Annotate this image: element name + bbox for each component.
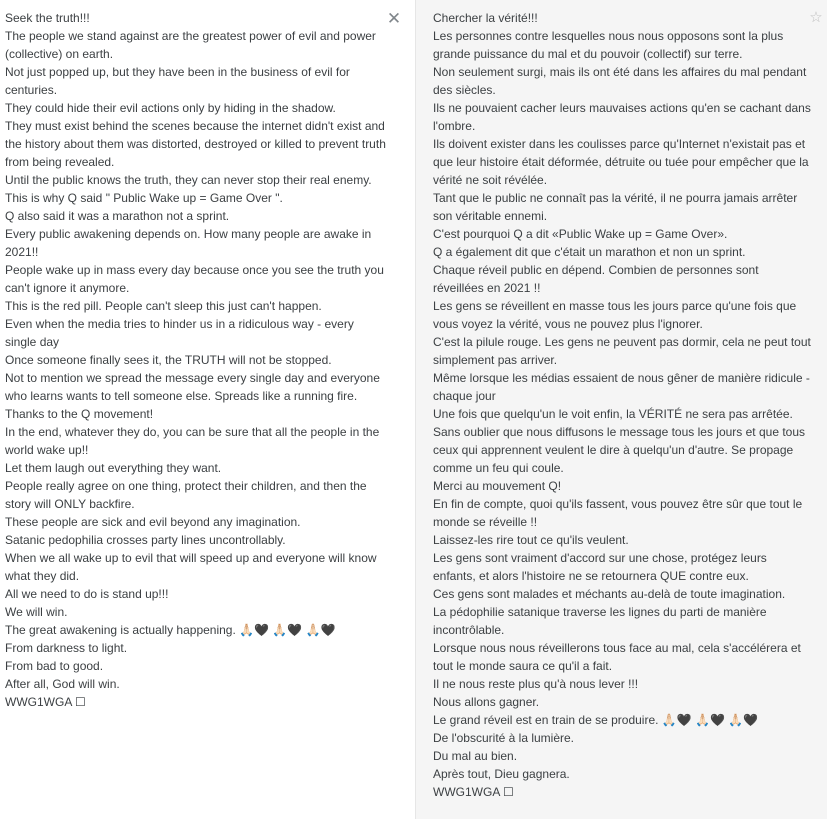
source-text-line: When we all wake up to evil that will speed up and everyone will know what they did.: [5, 551, 377, 583]
source-text-line: Until the public knows the truth, they can never stop their real enemy.: [5, 173, 372, 187]
source-text-area[interactable]: [5, 9, 387, 711]
translation-text-line: Merci au mouvement Q!: [433, 479, 562, 493]
translation-text-area: [433, 9, 811, 801]
source-text-line: WWG1WGA ☐: [5, 695, 86, 709]
source-text-line: Seek the truth!!!: [5, 11, 90, 25]
translation-text-line: WWG1WGA ☐: [433, 785, 514, 799]
translation-text-line: Les gens se réveillent en masse tous les jours parce qu'une fois que vous voyez la vérité, vous ne pouvez plus l'ignorer.: [433, 299, 797, 331]
translation-text-line: Il ne nous reste plus qu'à nous lever !!!: [433, 677, 639, 691]
translation-text-line: Laissez-les rire tout ce qu'ils veulent.: [433, 533, 629, 547]
source-text-line: People wake up in mass every day because once you see the truth you can't ignore it anymore.: [5, 263, 384, 295]
translation-text-line: Chercher la vérité!!!: [433, 11, 538, 25]
translation-pane: [415, 0, 827, 819]
translation-text-line: C'est pourquoi Q a dit «Public Wake up = Game Over».: [433, 227, 728, 241]
source-text-line: This is the red pill. People can't sleep this just can't happen.: [5, 299, 322, 313]
translation-text-line: Ces gens sont malades et méchants au-delà de toute imagination.: [433, 587, 786, 601]
source-text-line: Not to mention we spread the message every single day and everyone who learns wants to tell someone else. Spreads like a running fire.: [5, 371, 380, 403]
translation-text-line: Les personnes contre lesquelles nous nous opposons sont la plus grande puissance du mal et du pouvoir (collectif) sur terre.: [433, 29, 784, 61]
source-text-line: Every public awakening depends on. How many people are awake in 2021!!: [5, 227, 372, 259]
translation-text-line: La pédophilie satanique traverse les lignes du parti de manière incontrôlable.: [433, 605, 767, 637]
translation-text-line: Q a également dit que c'était un marathon et non un sprint.: [433, 245, 746, 259]
source-text-line: From bad to good.: [5, 659, 104, 673]
translation-text-line: Le grand réveil est en train de se produire. 🙏🏻🖤 🙏🏻🖤 🙏🏻🖤: [433, 713, 759, 727]
source-text-line: These people are sick and evil beyond any imagination.: [5, 515, 301, 529]
source-text-line: They could hide their evil actions only by hiding in the shadow.: [5, 101, 336, 115]
translation-text-line: Ils doivent exister dans les coulisses parce qu'Internet n'existait pas et que leur histoire était déformée, détruite ou tuée pour empêcher que la vérité ne soit révélée.: [433, 137, 809, 187]
source-text-line: Even when the media tries to hinder us in a ridiculous way - every single day: [5, 317, 354, 349]
translation-text-line: Chaque réveil public en dépend. Combien de personnes sont réveillées en 2021 !!: [433, 263, 759, 295]
translation-text-line: Sans oublier que nous diffusons le message tous les jours et que tous ceux qui apprennent veulent le dire à quelqu'un d'autre. Se propage comme un feu qui coule.: [433, 425, 806, 475]
translation-text-line: C'est la pilule rouge. Les gens ne peuvent pas dormir, cela ne peut tout simplement pas arriver.: [433, 335, 811, 367]
translation-text-line: Du mal au bien.: [433, 749, 518, 763]
source-text-line: Q also said it was a marathon not a sprint.: [5, 209, 230, 223]
star-icon[interactable]: ☆: [809, 8, 823, 26]
translation-text-line: Nous allons gagner.: [433, 695, 540, 709]
translation-text-line: Une fois que quelqu'un le voit enfin, la VÉRITÉ ne sera pas arrêtée.: [433, 407, 793, 421]
source-text-line: Satanic pedophilia crosses party lines uncontrollably.: [5, 533, 286, 547]
source-text-line: Once someone finally sees it, the TRUTH will not be stopped.: [5, 353, 332, 367]
source-text-line: People really agree on one thing, protect their children, and then the story will ONLY backfire.: [5, 479, 367, 511]
translation-text-line: Ils ne pouvaient cacher leurs mauvaises actions qu'en se cachant dans l'ombre.: [433, 101, 811, 133]
source-text-line: They must exist behind the scenes because the internet didn't exist and the history about them was distorted, destroyed or killed to prevent truth from being revealed.: [5, 119, 386, 169]
source-text-line: The great awakening is actually happening. 🙏🏻🖤 🙏🏻🖤 🙏🏻🖤: [5, 623, 336, 637]
translation-text-line: Les gens sont vraiment d'accord sur une chose, protégez leurs enfants, et alors l'histoire ne se retournera QUE contre eux.: [433, 551, 767, 583]
source-text-line: From darkness to light.: [5, 641, 128, 655]
source-text-line: Thanks to the Q movement!: [5, 407, 154, 421]
source-text-line: Not just popped up, but they have been in the business of evil for centuries.: [5, 65, 350, 97]
source-text-line: In the end, whatever they do, you can be sure that all the people in the world wake up!!: [5, 425, 380, 457]
translation-text-line: Tant que le public ne connaît pas la vérité, il ne pourra jamais arrêter son véritable ennemi.: [433, 191, 798, 223]
source-text-line: This is why Q said " Public Wake up = Game Over ".: [5, 191, 283, 205]
translation-text-line: Lorsque nous nous réveillerons tous face au mal, cela s'accélérera et tout le monde saura ce qu'il a fait.: [433, 641, 801, 673]
source-text-line: All we need to do is stand up!!!: [5, 587, 169, 601]
translation-text-line: Après tout, Dieu gagnera.: [433, 767, 570, 781]
close-icon[interactable]: ✕: [386, 9, 402, 29]
source-text-line: After all, God will win.: [5, 677, 120, 691]
translation-text-line: Non seulement surgi, mais ils ont été dans les affaires du mal pendant des siècles.: [433, 65, 807, 97]
source-text-line: We will win.: [5, 605, 68, 619]
translation-text-line: Même lorsque les médias essaient de nous gêner de manière ridicule - chaque jour: [433, 371, 810, 403]
source-text-line: The people we stand against are the greatest power of evil and power (collective) on earth.: [5, 29, 376, 61]
translation-text-line: De l'obscurité à la lumière.: [433, 731, 575, 745]
translation-text-line: En fin de compte, quoi qu'ils fassent, vous pouvez être sûr que tout le monde se réveille !!: [433, 497, 803, 529]
source-text-line: Let them laugh out everything they want.: [5, 461, 222, 475]
